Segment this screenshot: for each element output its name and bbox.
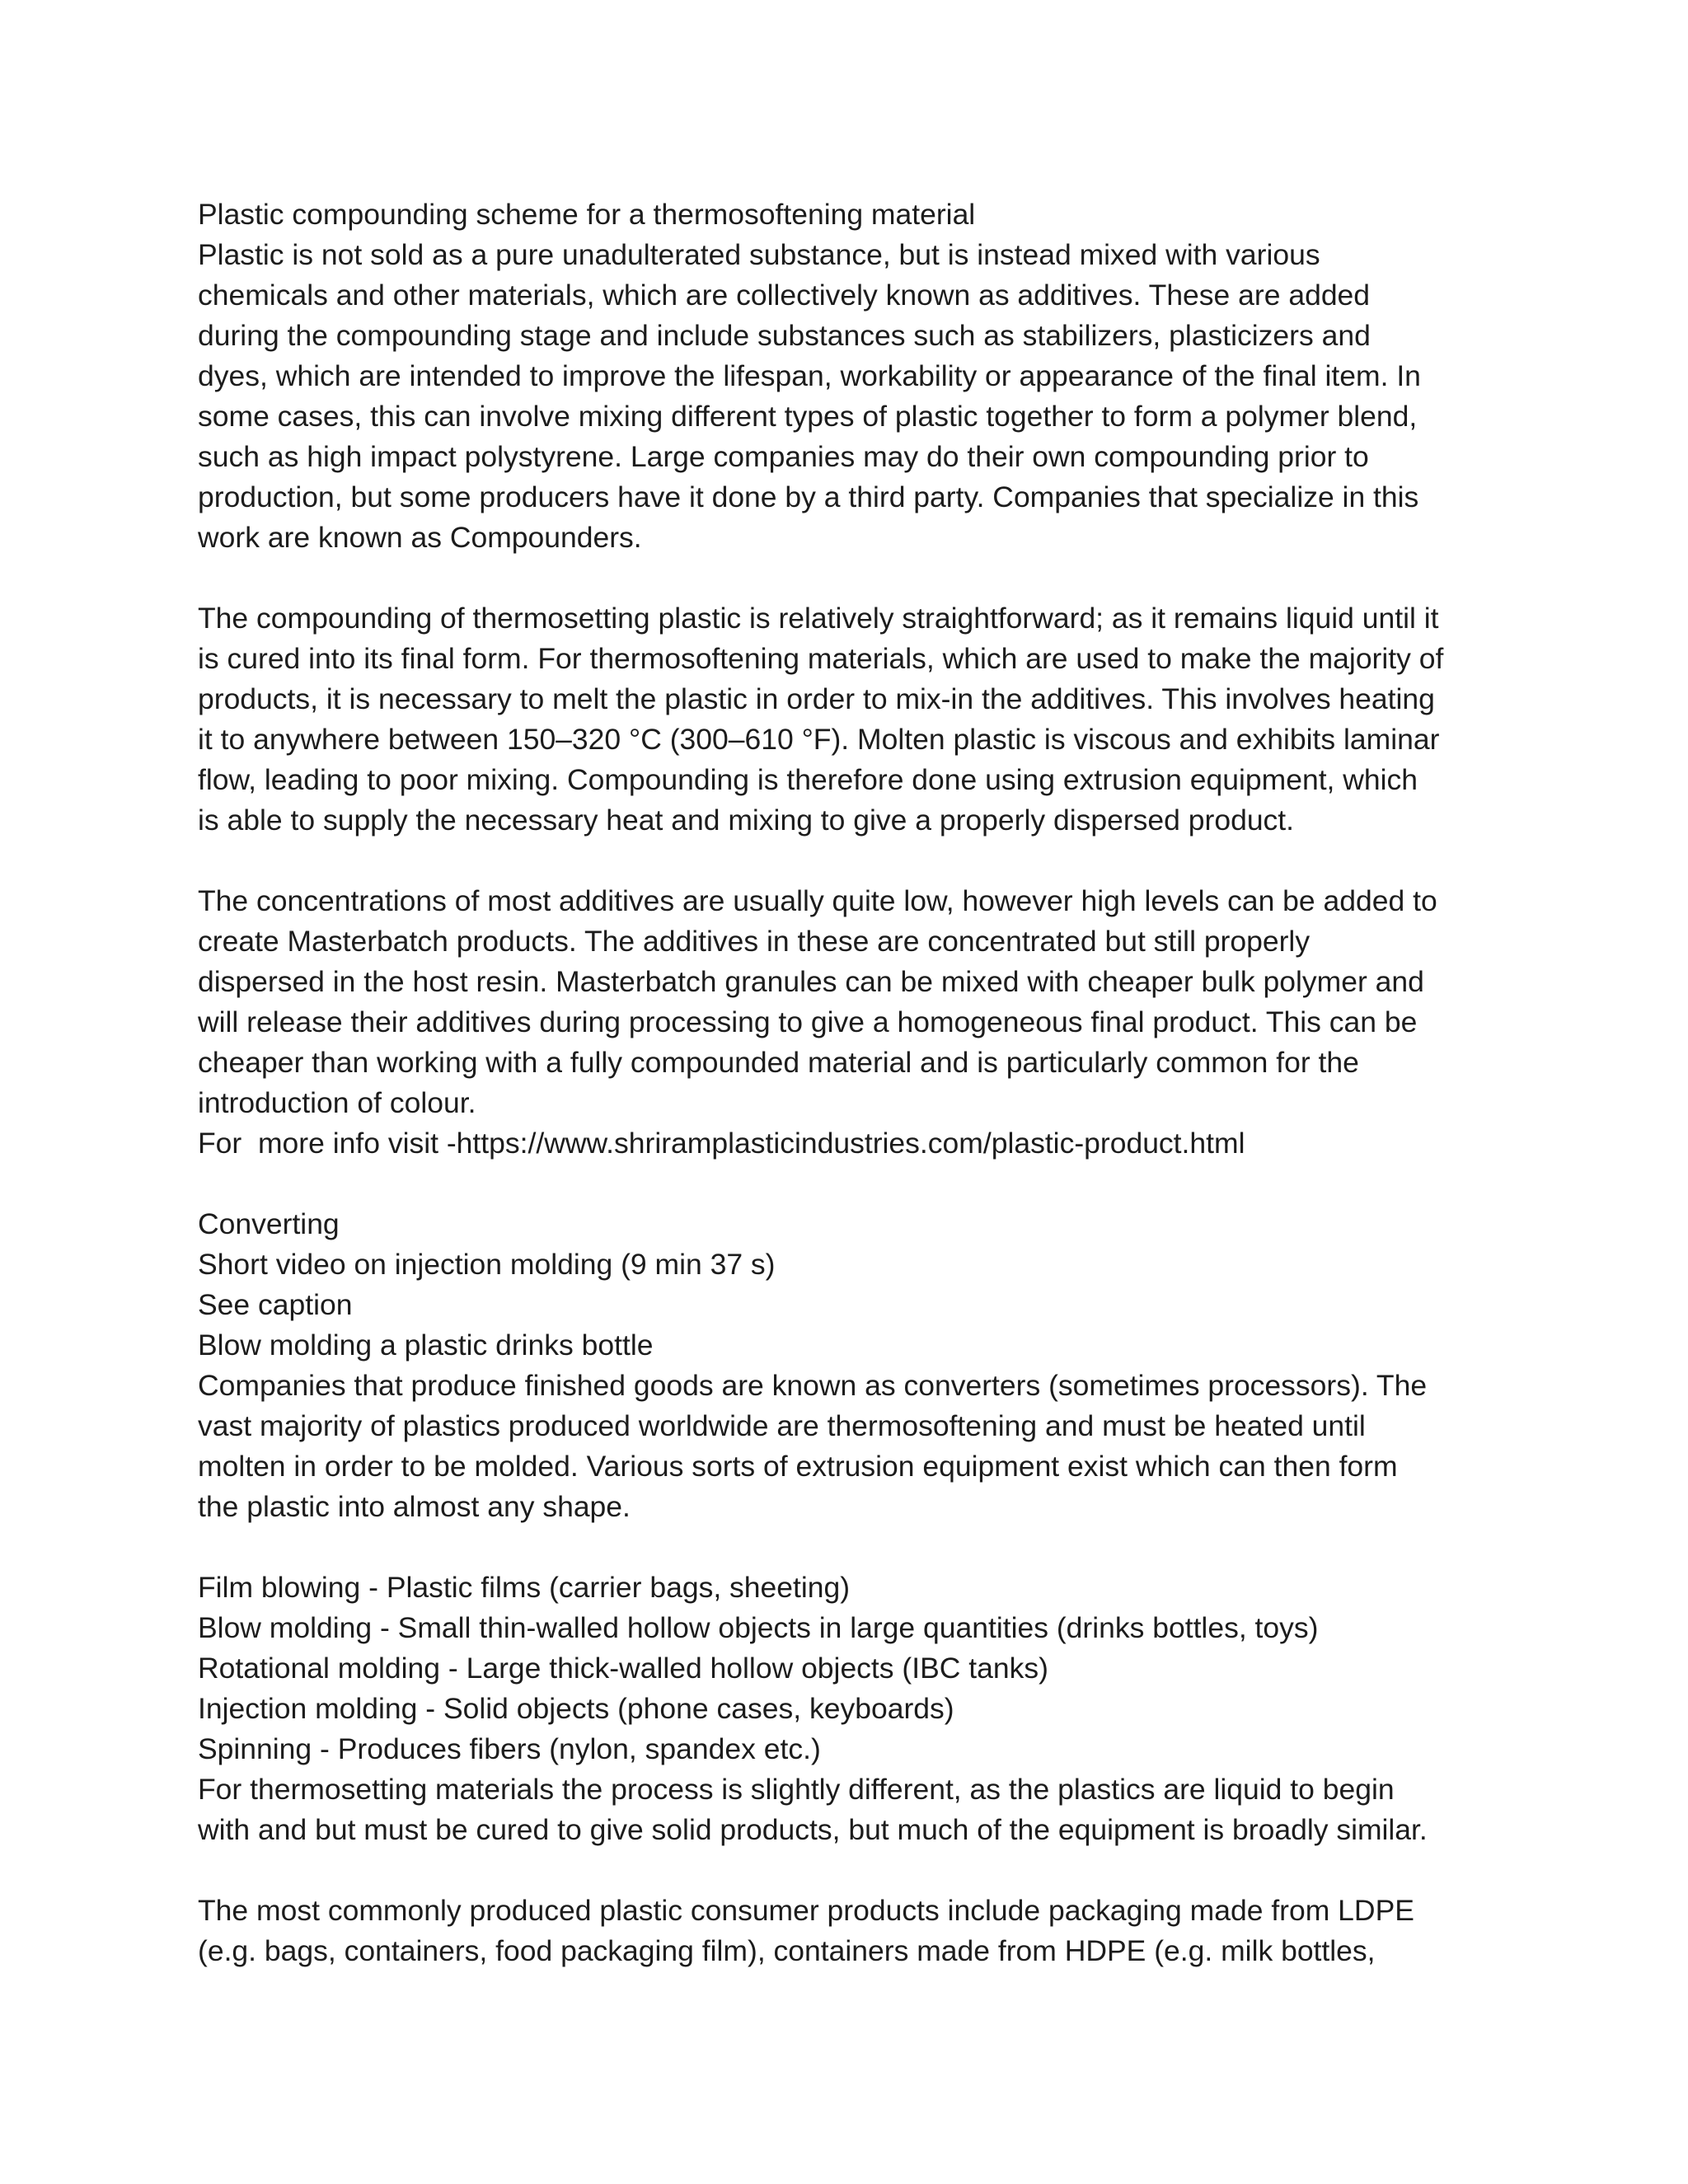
text-line: Spinning - Produces fibers (nylon, spandex etc.) (198, 1732, 821, 1765)
paragraph-break (198, 1164, 1517, 1204)
text-line: molten in order to be molded. Various sorts of extrusion equipment exist which can then form (198, 1450, 1398, 1483)
text-line: it to anywhere between 150–320 °C (300–610 °F). Molten plastic is viscous and exhibits laminar (198, 723, 1440, 756)
text-line: Rotational molding - Large thick-walled hollow objects (IBC tanks) (198, 1652, 1048, 1685)
text-line: is able to supply the necessary heat and mixing to give a properly dispersed product. (198, 804, 1295, 837)
text-line: Blow molding a plastic drinks bottle (198, 1329, 654, 1361)
text-line: (e.g. bags, containers, food packaging film), containers made from HDPE (e.g. milk bottles, (198, 1934, 1376, 1967)
text-line: The concentrations of most additives are usually quite low, however high levels can be added to (198, 884, 1437, 917)
text-line: such as high impact polystyrene. Large companies may do their own compounding prior to (198, 440, 1369, 473)
text-line: Blow molding - Small thin-walled hollow objects in large quantities (drinks bottles, toys) (198, 1611, 1319, 1644)
paragraph-break (198, 1527, 1517, 1568)
text-line: the plastic into almost any shape. (198, 1490, 631, 1523)
text-line: work are known as Compounders. (198, 521, 642, 554)
text-line: products, it is necessary to melt the plastic in order to mix-in the additives. This involves heating (198, 682, 1435, 715)
text-line: chemicals and other materials, which are collectively known as additives. These are added (198, 279, 1371, 312)
text-line: create Masterbatch products. The additives in these are concentrated but still properly (198, 925, 1311, 958)
text-line: flow, leading to poor mixing. Compounding is therefore done using extrusion equipment, which (198, 763, 1418, 796)
paragraph-break (198, 841, 1517, 881)
text-line: Plastic is not sold as a pure unadulterated substance, but is instead mixed with various (198, 238, 1320, 271)
text-line: For thermosetting materials the process is slightly different, as the plastics are liquid to begin (198, 1773, 1395, 1806)
text-line: Converting (198, 1207, 340, 1240)
text-line: Companies that produce finished goods are known as converters (sometimes processors). The (198, 1369, 1428, 1402)
text-line: Plastic compounding scheme for a thermosoftening material (198, 198, 976, 231)
text-line: For more info visit -https://www.shriramplasticindustries.com/plastic-product.html (198, 1127, 1245, 1160)
text-line: production, but some producers have it done by a third party. Companies that specialize in this (198, 480, 1419, 513)
text-line: The compounding of thermosetting plastic is relatively straightforward; as it remains liquid until it (198, 602, 1439, 635)
document-body (198, 194, 1517, 1971)
text-line: dispersed in the host resin. Masterbatch granules can be mixed with cheaper bulk polymer and (198, 965, 1424, 998)
text-line: cheaper than working with a fully compounded material and is particularly common for the (198, 1046, 1359, 1079)
text-line: during the compounding stage and include substances such as stabilizers, plasticizers and (198, 319, 1371, 352)
text-line: is cured into its final form. For thermosoftening materials, which are used to make the majority of (198, 642, 1444, 675)
text-line: vast majority of plastics produced worldwide are thermosoftening and must be heated until (198, 1409, 1366, 1442)
text-line: introduction of colour. (198, 1086, 476, 1119)
text-line: Injection molding - Solid objects (phone cases, keyboards) (198, 1692, 954, 1725)
text-line: will release their additives during processing to give a homogeneous final product. This can be (198, 1005, 1418, 1038)
text-line: dyes, which are intended to improve the lifespan, workability or appearance of the final item. In (198, 359, 1421, 392)
paragraph-break (198, 1850, 1517, 1891)
paragraph-break (198, 558, 1517, 598)
text-line: The most commonly produced plastic consumer products include packaging made from LDPE (198, 1894, 1414, 1927)
text-line: some cases, this can involve mixing different types of plastic together to form a polymer blend, (198, 400, 1418, 433)
text-line: with and but must be cured to give solid products, but much of the equipment is broadly similar. (198, 1813, 1428, 1846)
text-line: See caption (198, 1288, 353, 1321)
text-line: Film blowing - Plastic films (carrier bags, sheeting) (198, 1571, 851, 1604)
text-line: Short video on injection molding (9 min 37 s) (198, 1248, 776, 1281)
